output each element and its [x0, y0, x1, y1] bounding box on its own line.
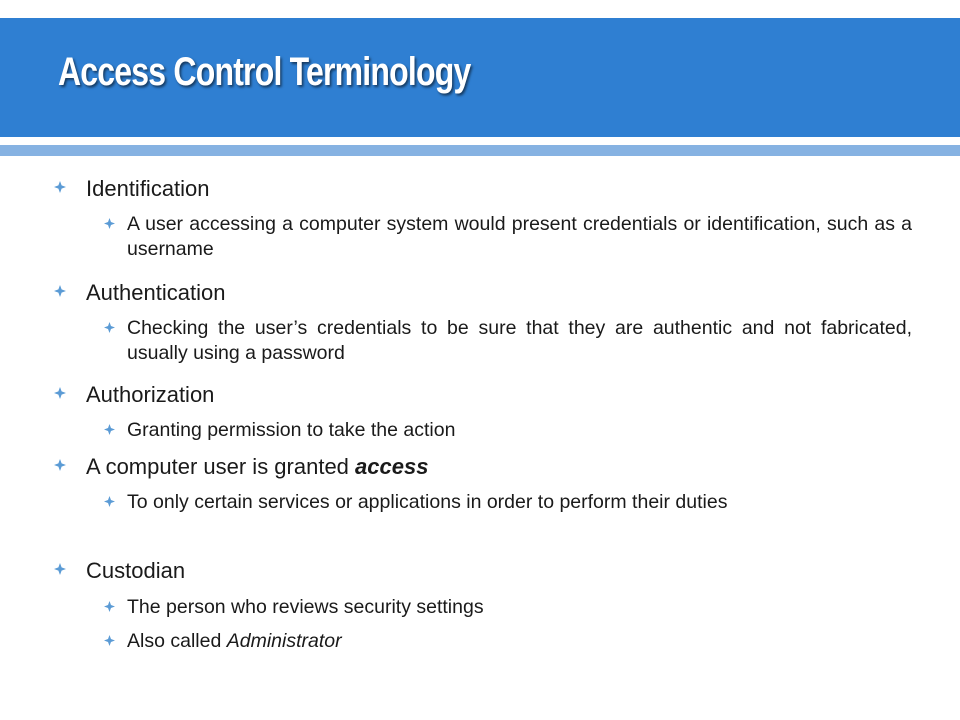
- bullet-item-custodian: [54, 558, 914, 584]
- four-point-star-bullet-icon: [104, 424, 115, 435]
- sub-bullet-item: [104, 490, 912, 515]
- sub-bullet-emphasis: Administrator: [226, 630, 342, 652]
- four-point-star-bullet-icon: [54, 387, 66, 399]
- bullet-label-emphasis: access: [355, 454, 429, 479]
- four-point-star-bullet-icon: [54, 459, 66, 471]
- four-point-star-bullet-icon: [54, 563, 66, 575]
- sub-bullet-text: Granting permission to take the action: [127, 419, 456, 441]
- four-point-star-bullet-icon: [104, 601, 115, 612]
- four-point-star-bullet-icon: [54, 285, 66, 297]
- bullet-item-authorization: [54, 382, 914, 408]
- bullet-label: Custodian: [86, 558, 186, 583]
- sub-bullet-text: [127, 629, 912, 654]
- bullet-item-identification: [54, 176, 914, 202]
- sub-bullet-text: To only certain services or applications in order to perform their duties: [127, 491, 728, 513]
- sub-bullet-item: [104, 316, 912, 365]
- bullet-item-access: [54, 454, 914, 480]
- sub-bullet-item: [104, 418, 912, 443]
- four-point-star-bullet-icon: [104, 496, 115, 507]
- sub-bullet-prefix: Also called: [127, 630, 227, 652]
- bullet-label-prefix: A computer user is granted: [86, 454, 356, 479]
- bullet-item-authentication: [54, 280, 914, 306]
- sub-bullet-item: [104, 212, 912, 261]
- bullet-label: Authorization: [86, 382, 215, 407]
- four-point-star-bullet-icon: [54, 181, 66, 193]
- four-point-star-bullet-icon: [104, 218, 115, 229]
- bullet-label: Authentication: [86, 280, 226, 305]
- sub-bullet-text: Checking the user’s credentials to be sure that they are authentic and not fabricated, usually using a password: [127, 317, 912, 364]
- sub-bullet-text: A user accessing a computer system would present credentials or identification, such as a username: [127, 213, 912, 260]
- four-point-star-bullet-icon: [104, 322, 115, 333]
- title-accent-stripe: [0, 145, 960, 156]
- sub-bullet-item: [104, 629, 912, 654]
- slide-title: Access Control Terminology: [58, 50, 471, 94]
- bullet-label: [86, 454, 914, 480]
- sub-bullet-item: [104, 595, 912, 620]
- sub-bullet-text: The person who reviews security settings: [127, 596, 484, 618]
- four-point-star-bullet-icon: [104, 635, 115, 646]
- bullet-label: Identification: [86, 176, 210, 201]
